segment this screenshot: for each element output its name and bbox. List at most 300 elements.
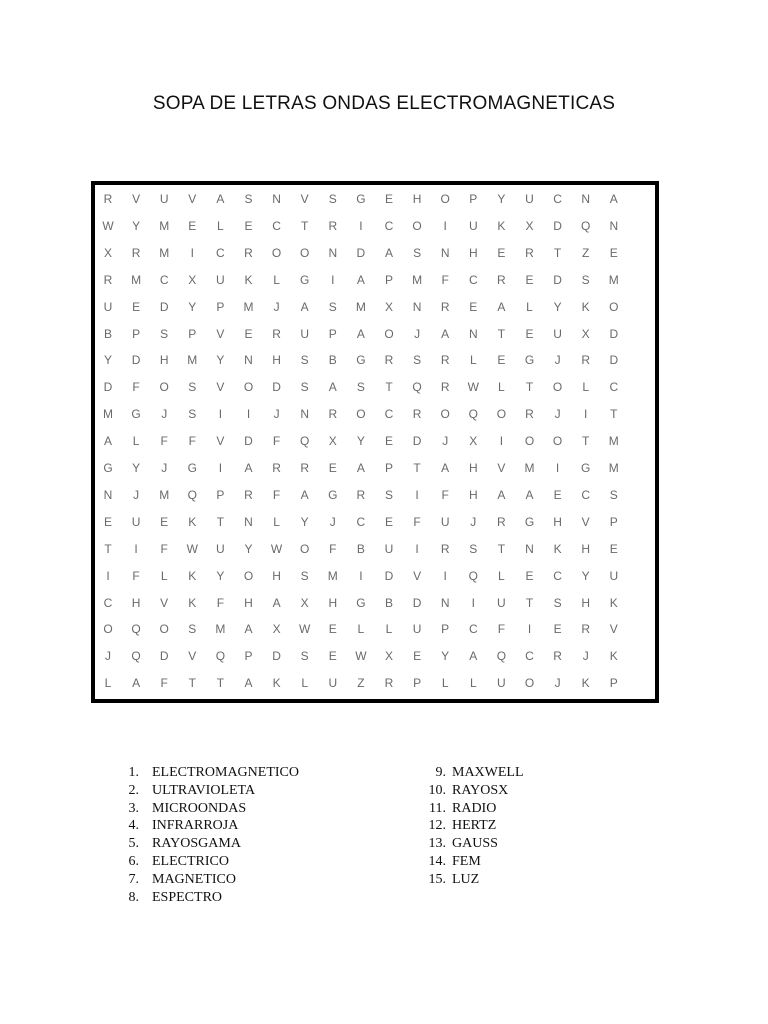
grid-letter: L bbox=[498, 380, 505, 395]
grid-letter: I bbox=[134, 541, 138, 556]
word-number: 2. bbox=[128, 782, 139, 798]
grid-letter: C bbox=[216, 245, 225, 260]
grid-letter: Y bbox=[441, 649, 450, 664]
word-label: RADIO bbox=[452, 800, 497, 816]
grid-letter: I bbox=[359, 568, 363, 583]
grid-letter: S bbox=[609, 487, 618, 502]
grid-letter: G bbox=[300, 272, 310, 287]
grid-letter: C bbox=[103, 595, 113, 610]
grid-letter: A bbox=[356, 272, 365, 287]
grid-letter: U bbox=[412, 622, 422, 637]
word-number: 11. bbox=[429, 800, 446, 816]
grid-letter: E bbox=[188, 218, 197, 233]
grid-letter: M bbox=[159, 487, 170, 502]
grid-letter: E bbox=[384, 434, 393, 449]
grid-letter: L bbox=[357, 622, 365, 637]
grid-letter: X bbox=[272, 622, 281, 637]
grid-letter: K bbox=[188, 514, 197, 529]
grid-letter: U bbox=[216, 272, 225, 287]
grid-letter: R bbox=[103, 192, 113, 206]
grid-letter: I bbox=[443, 568, 447, 583]
grid-letter: P bbox=[328, 326, 337, 341]
grid-letter: D bbox=[412, 595, 422, 610]
word-number: 8. bbox=[128, 889, 139, 905]
grid-letter: R bbox=[272, 326, 281, 341]
grid-letter: E bbox=[497, 353, 506, 368]
grid-letter: L bbox=[582, 380, 590, 395]
grid-letter: M bbox=[608, 272, 619, 287]
grid-letter: D bbox=[356, 245, 366, 260]
grid-letter: T bbox=[497, 326, 506, 341]
grid-letter: U bbox=[131, 514, 141, 529]
grid-letter: Q bbox=[412, 380, 422, 395]
grid-letter: J bbox=[273, 299, 280, 314]
grid-letter: H bbox=[581, 595, 591, 610]
grid-letter: K bbox=[188, 568, 197, 583]
grid-letter: V bbox=[581, 514, 590, 529]
grid-letter: A bbox=[609, 192, 618, 206]
grid-letter: E bbox=[160, 514, 169, 529]
grid-letter: O bbox=[271, 245, 282, 260]
grid-letter: L bbox=[469, 353, 477, 368]
grid-letter: I bbox=[415, 541, 419, 556]
grid-letter: M bbox=[243, 299, 254, 314]
grid-letter: L bbox=[385, 622, 393, 637]
grid-letter: E bbox=[328, 461, 337, 475]
grid-letter: A bbox=[300, 299, 309, 314]
grid-letter: N bbox=[440, 595, 450, 610]
grid-letter: I bbox=[584, 407, 588, 422]
grid-letter: E bbox=[525, 326, 534, 341]
grid-letter: B bbox=[384, 595, 393, 610]
grid-letter: R bbox=[384, 676, 394, 691]
grid-letter: A bbox=[441, 326, 450, 341]
grid-letter: A bbox=[244, 622, 253, 637]
grid-letter: K bbox=[497, 218, 506, 233]
grid-letter: V bbox=[132, 192, 141, 206]
grid-letter: O bbox=[300, 245, 310, 260]
grid-letter: S bbox=[188, 622, 197, 637]
grid-letter: I bbox=[471, 595, 475, 610]
grid-row bbox=[95, 347, 655, 374]
grid-letter: R bbox=[440, 380, 450, 395]
grid-letter: T bbox=[188, 676, 196, 691]
grid-letter: V bbox=[216, 434, 225, 449]
grid-letter: U bbox=[103, 299, 113, 314]
grid-letter: O bbox=[552, 380, 563, 395]
grid-letter: O bbox=[300, 541, 310, 556]
grid-letter: E bbox=[469, 299, 478, 314]
word-label: INFRARROJA bbox=[152, 818, 239, 834]
grid-letter: A bbox=[384, 245, 393, 260]
grid-letter: Y bbox=[132, 218, 141, 233]
grid-letter: T bbox=[610, 407, 618, 422]
grid-letter: B bbox=[356, 541, 365, 556]
grid-letter: H bbox=[581, 541, 591, 556]
grid-letter: L bbox=[104, 676, 112, 691]
grid-letter: F bbox=[188, 434, 196, 449]
grid-letter: E bbox=[525, 568, 534, 583]
grid-row bbox=[95, 401, 655, 428]
page-title: SOPA DE LETRAS ONDAS ELECTROMAGNETICAS bbox=[152, 93, 616, 114]
grid-letter: P bbox=[216, 299, 225, 314]
grid-letter: U bbox=[525, 192, 534, 206]
grid-letter: J bbox=[470, 514, 477, 529]
grid-letter: D bbox=[131, 353, 141, 368]
grid-letter: N bbox=[440, 245, 450, 260]
grid-letter: A bbox=[132, 676, 141, 691]
word-number: 3. bbox=[128, 800, 139, 816]
grid-letter: H bbox=[244, 595, 253, 610]
grid-letter: Y bbox=[356, 434, 365, 449]
grid-letter: R bbox=[300, 461, 310, 475]
grid-letter: M bbox=[159, 218, 170, 233]
word-number: 5. bbox=[128, 836, 139, 852]
grid-letter: I bbox=[499, 434, 504, 449]
grid-letter: Y bbox=[188, 299, 197, 314]
word-number: 7. bbox=[128, 871, 139, 887]
grid-letter: E bbox=[244, 218, 253, 233]
word-list-item bbox=[418, 782, 509, 800]
grid-letter: A bbox=[356, 461, 365, 475]
grid-letter: R bbox=[497, 272, 506, 287]
grid-letter: T bbox=[525, 595, 534, 610]
grid-letter: B bbox=[103, 326, 112, 341]
word-number: 9. bbox=[435, 765, 446, 780]
word-list-item bbox=[118, 764, 299, 782]
grid-letter: S bbox=[384, 487, 393, 502]
grid-letter: M bbox=[608, 434, 619, 449]
grid-letter: S bbox=[328, 299, 337, 314]
grid-letter: C bbox=[384, 218, 394, 233]
grid-letter: W bbox=[270, 541, 283, 556]
grid-letter: R bbox=[244, 245, 253, 260]
grid-letter: W bbox=[355, 649, 367, 664]
grid-letter: P bbox=[384, 272, 393, 287]
grid-letter: C bbox=[159, 272, 169, 287]
grid-letter: Q bbox=[215, 649, 226, 664]
grid-letter: S bbox=[300, 353, 309, 368]
grid-letter: I bbox=[218, 461, 223, 475]
grid-letter: Q bbox=[131, 622, 141, 637]
grid-letter: E bbox=[553, 487, 562, 502]
word-list-item bbox=[118, 782, 256, 800]
grid-letter: E bbox=[525, 272, 534, 287]
grid-row bbox=[95, 455, 655, 482]
grid-letter: O bbox=[103, 622, 113, 637]
grid-letter: S bbox=[188, 407, 197, 422]
grid-letter: D bbox=[609, 326, 619, 341]
grid-letter: L bbox=[301, 676, 309, 691]
grid-letter: A bbox=[244, 461, 253, 475]
grid-letter: V bbox=[300, 192, 309, 206]
grid-letter: Y bbox=[216, 353, 225, 368]
grid-letter: I bbox=[415, 487, 419, 502]
grid-letter: M bbox=[355, 299, 366, 314]
grid-letter: U bbox=[553, 326, 562, 341]
grid-letter: R bbox=[384, 353, 394, 368]
word-list-right bbox=[418, 764, 524, 889]
grid-letter: G bbox=[356, 595, 366, 610]
grid-letter: O bbox=[412, 218, 422, 233]
grid-letter: P bbox=[413, 676, 422, 691]
grid-letter: G bbox=[328, 487, 338, 502]
grid-letter: S bbox=[160, 326, 169, 341]
grid-letter: I bbox=[527, 622, 532, 637]
grid-letter: V bbox=[188, 192, 197, 206]
grid-letter: F bbox=[413, 514, 421, 529]
grid-letter: L bbox=[273, 272, 280, 287]
grid-letter: V bbox=[216, 326, 225, 341]
grid-letter: T bbox=[301, 218, 309, 233]
word-list-item bbox=[118, 871, 236, 889]
grid-letter: A bbox=[497, 299, 506, 314]
grid-letter: Q bbox=[187, 487, 197, 502]
grid-row bbox=[95, 267, 655, 294]
grid-row bbox=[95, 643, 655, 670]
grid-letter: H bbox=[328, 595, 338, 610]
grid-letter: C bbox=[272, 218, 281, 233]
grid-letter: V bbox=[413, 568, 422, 583]
grid-letter: J bbox=[161, 407, 168, 422]
grid-letter: P bbox=[609, 676, 618, 691]
grid-letter: V bbox=[216, 380, 225, 395]
word-label: ELECTRICO bbox=[152, 853, 229, 869]
grid-letter: A bbox=[356, 326, 365, 341]
grid-row bbox=[95, 509, 655, 536]
grid-letter: O bbox=[440, 192, 450, 206]
grid-letter: H bbox=[553, 514, 562, 529]
grid-letter: S bbox=[413, 353, 422, 368]
grid-letter: P bbox=[132, 326, 141, 341]
grid-letter: F bbox=[441, 272, 449, 287]
grid-letter: U bbox=[609, 568, 619, 583]
grid-letter: K bbox=[609, 595, 618, 610]
grid-letter: K bbox=[188, 595, 197, 610]
word-list-item bbox=[418, 835, 498, 853]
word-label: RAYOSX bbox=[452, 782, 509, 798]
grid-letter: G bbox=[131, 407, 141, 422]
grid-letter: R bbox=[244, 487, 253, 502]
grid-letter: S bbox=[300, 568, 309, 583]
grid-letter: R bbox=[440, 299, 450, 314]
word-search-grid bbox=[91, 181, 659, 703]
grid-letter: Y bbox=[132, 461, 141, 475]
grid-letter: U bbox=[440, 514, 450, 529]
grid-letter: M bbox=[215, 622, 226, 637]
grid-letter: C bbox=[384, 407, 394, 422]
grid-row bbox=[95, 536, 655, 563]
grid-row bbox=[95, 321, 655, 348]
word-number: 14. bbox=[428, 853, 446, 869]
grid-letter: E bbox=[384, 192, 393, 206]
grid-letter: E bbox=[384, 514, 393, 529]
grid-letter: O bbox=[159, 380, 169, 395]
grid-letter: P bbox=[441, 622, 450, 637]
grid-letter: S bbox=[300, 380, 309, 395]
grid-letter: M bbox=[412, 272, 423, 287]
grid-letter: R bbox=[131, 245, 141, 260]
grid-letter: E bbox=[609, 541, 618, 556]
grid-letter: M bbox=[159, 245, 170, 260]
grid-row bbox=[95, 374, 655, 401]
grid-letter: J bbox=[273, 407, 280, 422]
grid-letter: D bbox=[159, 649, 169, 664]
word-label: ULTRAVIOLETA bbox=[152, 782, 256, 798]
grid-letter: Z bbox=[357, 676, 365, 691]
grid-letter: R bbox=[497, 514, 506, 529]
grid-letter: H bbox=[468, 487, 478, 502]
grid-letter: L bbox=[498, 568, 505, 583]
grid-letter: W bbox=[102, 218, 114, 233]
word-list-item bbox=[418, 817, 497, 835]
grid-letter: X bbox=[384, 299, 393, 314]
grid-letter: Q bbox=[300, 434, 310, 449]
grid-letter: Y bbox=[553, 299, 562, 314]
grid-letter: O bbox=[243, 568, 254, 583]
grid-letter: N bbox=[272, 192, 281, 206]
grid-letter: D bbox=[609, 353, 619, 368]
grid-letter: Y bbox=[581, 568, 590, 583]
grid-letter: Q bbox=[468, 407, 478, 422]
word-list-item bbox=[118, 817, 239, 835]
grid-letter: U bbox=[497, 595, 506, 610]
grid-letter: O bbox=[243, 380, 254, 395]
grid-letter: W bbox=[186, 541, 198, 556]
grid-letter: E bbox=[328, 622, 337, 637]
grid-letter: L bbox=[526, 299, 533, 314]
grid-letter: L bbox=[217, 218, 224, 233]
word-list-item bbox=[118, 889, 223, 907]
grid-letter: Q bbox=[131, 649, 141, 664]
grid-letter: I bbox=[218, 407, 223, 422]
grid-letter: E bbox=[413, 649, 422, 664]
grid-letter: J bbox=[133, 487, 140, 502]
grid-letter: C bbox=[468, 622, 478, 637]
grid-letter: M bbox=[327, 568, 338, 583]
grid-letter: O bbox=[440, 407, 450, 422]
grid-letter: C bbox=[356, 514, 366, 529]
word-list-item bbox=[418, 764, 524, 782]
grid-letter: R bbox=[440, 541, 450, 556]
grid-letter: N bbox=[525, 541, 534, 556]
grid-letter: H bbox=[131, 595, 141, 610]
grid-letter: A bbox=[216, 192, 225, 206]
grid-letter: I bbox=[246, 407, 251, 422]
word-label: RAYOSGAMA bbox=[152, 836, 241, 852]
grid-letter: A bbox=[272, 595, 281, 610]
grid-letter: O bbox=[384, 326, 394, 341]
word-number: 13. bbox=[428, 836, 446, 852]
grid-row bbox=[95, 563, 655, 590]
grid-letter: I bbox=[359, 218, 363, 233]
grid-letter: N bbox=[609, 218, 619, 233]
grid-letter: T bbox=[385, 380, 393, 395]
grid-letter: H bbox=[159, 353, 169, 368]
grid-letter: J bbox=[105, 649, 111, 664]
grid-letter: T bbox=[216, 676, 225, 691]
grid-letter: X bbox=[469, 434, 478, 449]
grid-letter: N bbox=[103, 487, 113, 502]
grid-letter: T bbox=[582, 434, 590, 449]
grid-letter: C bbox=[553, 192, 562, 206]
grid-letter: U bbox=[216, 541, 225, 556]
grid-letter: H bbox=[272, 353, 281, 368]
grid-letter: E bbox=[244, 326, 253, 341]
grid-letter: H bbox=[468, 461, 478, 475]
grid-letter: A bbox=[525, 487, 534, 502]
grid-letter: L bbox=[469, 676, 477, 691]
grid-letter: T bbox=[216, 514, 225, 529]
grid-letter: F bbox=[272, 487, 281, 502]
grid-letter: U bbox=[300, 326, 310, 341]
grid-letter: D bbox=[272, 380, 281, 395]
grid-letter: P bbox=[216, 487, 225, 502]
grid-letter: G bbox=[581, 461, 591, 475]
grid-row bbox=[95, 616, 655, 643]
grid-row bbox=[95, 590, 655, 617]
grid-letter: H bbox=[412, 192, 422, 206]
grid-letter: D bbox=[553, 272, 562, 287]
grid-letter: S bbox=[413, 245, 422, 260]
grid-letter: A bbox=[103, 434, 112, 449]
word-label: MAGNETICO bbox=[152, 871, 236, 887]
grid-letter: J bbox=[554, 676, 561, 691]
grid-letter: P bbox=[244, 649, 253, 664]
grid-letter: P bbox=[609, 514, 618, 529]
grid-letter: S bbox=[328, 192, 337, 206]
grid-letter: I bbox=[555, 461, 560, 475]
grid-letter: X bbox=[300, 595, 309, 610]
grid-letter: J bbox=[554, 353, 561, 368]
grid-letter: R bbox=[356, 487, 366, 502]
grid-letter: T bbox=[413, 461, 421, 475]
grid-letter: H bbox=[272, 568, 281, 583]
grid-letter: N bbox=[300, 407, 310, 422]
grid-letter: O bbox=[524, 676, 535, 691]
grid-letter: A bbox=[244, 676, 253, 691]
grid-letter: Q bbox=[496, 649, 507, 664]
grid-letter: M bbox=[187, 353, 198, 368]
grid-letter: K bbox=[581, 299, 590, 314]
grid-letter: X bbox=[103, 245, 112, 260]
grid-letter: C bbox=[581, 487, 591, 502]
grid-letter: R bbox=[103, 272, 113, 287]
grid-letter: Y bbox=[103, 353, 112, 368]
word-label: MICROONDAS bbox=[152, 800, 247, 816]
grid-letter: F bbox=[160, 676, 168, 691]
grid-letter: J bbox=[161, 461, 168, 475]
grid-letter: U bbox=[384, 541, 394, 556]
grid-letter: I bbox=[331, 272, 335, 287]
grid-letter: S bbox=[244, 192, 253, 206]
grid-letter: R bbox=[412, 407, 422, 422]
grid-letter: T bbox=[525, 380, 534, 395]
grid-letter: G bbox=[356, 353, 366, 368]
grid-letter: T bbox=[497, 541, 506, 556]
grid-letter: O bbox=[496, 407, 507, 422]
grid-letter: R bbox=[525, 407, 534, 422]
grid-letter: V bbox=[188, 649, 197, 664]
word-list-item bbox=[118, 853, 229, 871]
grid-letter: D bbox=[553, 218, 562, 233]
grid-letter: C bbox=[468, 272, 478, 287]
word-label: HERTZ bbox=[452, 818, 497, 834]
grid-letter: V bbox=[497, 461, 506, 475]
grid-letter: A bbox=[441, 461, 450, 475]
grid-letter: E bbox=[103, 514, 112, 529]
grid-letter: Y bbox=[497, 192, 506, 206]
